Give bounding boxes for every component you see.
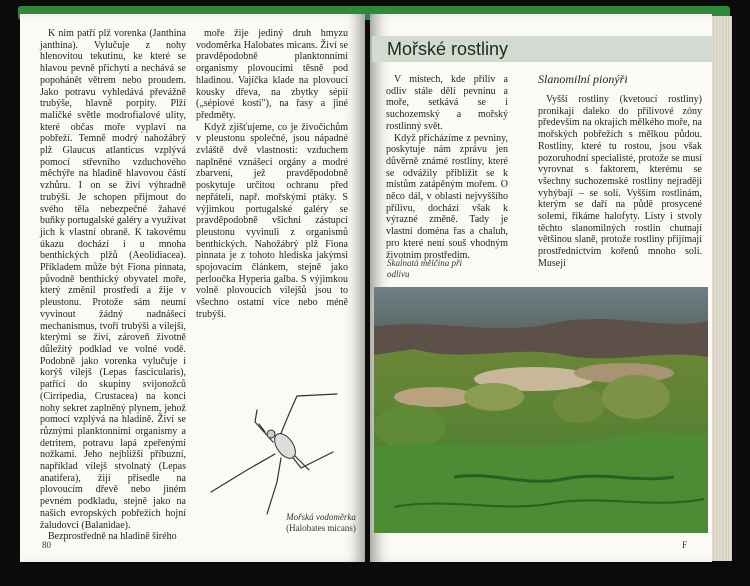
page-edges — [712, 16, 732, 561]
photo-caption: Skalnatá mělčina při odlivu — [387, 258, 462, 279]
tidal-rock-pool-photo — [374, 287, 708, 533]
paragraph: Bezprostředně na hladině širého — [48, 531, 177, 543]
paragraph: moře žije jediný druh hmyzu vodoměrka Halobates micans. Živí se pravděpodobně planktonními organismy plovoucími těsně pod hladinou. Vajíčka klade na plovoucí kousky dřeva, na zbytky sépií („sépiové kosti"), na řasy a jiné předměty. — [196, 28, 348, 121]
paragraph: Když přicházíme z pevniny, poskytuje nám zprávu jen důvěrně známé rostliny, které se odvážily přiblížit se k místům zatápěným mořem. O něco dál, v oblasti nejvyššího přílivu, dochází však k výrazné změně. Tady je vlastní doména řas a chaluh, pro které není souš vhodným životním prostředím. — [386, 132, 508, 261]
water-strider-illustration — [205, 392, 365, 518]
page-number-right: F — [682, 540, 688, 550]
sidebar-column — [538, 94, 702, 270]
section-heading: Mořské rostliny — [387, 39, 509, 59]
paragraph: V místech, kde příliv a odliv stále dělí pevninu a moře, setkává se i suchozemský a mořský rostlinný svět. — [386, 74, 508, 132]
left-column-1 — [40, 28, 186, 543]
figure-caption-latin: (Halobates micans) — [286, 522, 356, 533]
paragraph: K nim patří plž vorenka (Janthina janthina). Vylučuje z nohy hlenovitou tekutinu, ke které se hlavou pevně přichytí a nechává se popohánět větrem nebo proudem. Jako potravu vyhledává převážně trubýše, hlavně porpity. Plží maličké světle modrofialové ulity, které občas moře vyplaví na pobřeží. Temně modrý nahožábrý plž Glaucus atlanticus vzplývá pomocí střevního vzduchového měchýře na hladině hlavovou částí vzhůru. I on se živí výhradně trubýši. Je schopen přijmout do svého těla nebezpečné žahavé buňky portugalské galéry a využívat jich k vlastní obraně. K takovému úkazu dochází i u mnoha benthických plžů (Aeolidiacea). Příkladem může být Fiona pinnata, původně benthický obyvatel moře, který změnil prostředí a žije v pleustonu. Protože sám neumí vyvinout žádný nadnášecí mechanismus, tvoří trubýši a vilejši, kterými se živí, zároveň životně důležitý podklad ve volné vodě. Podobně jako vorenka vylučuje i korýš vilejš (Lepas fascicularis), patřící do skupiny svijonožců (Cirripedia, Crustacea) na konci nohy sekret zaplněný plynem, jehož pomocí vzplývá na hladině. Živí se různými planktonními organismy a detritem, potravu lapá zpeřenými nožkami. Jeho nejbližší příbuzní, například vilejš stvolnatý (Lepas anatifera), žijí přisedle na plovoucím dřevě nebo jiném pevném podkladu, stejně jako na našich evropských pobřežích hojní žaludovci (Balanidae). — [40, 28, 186, 531]
figure-caption — [278, 512, 364, 533]
left-column-2 — [196, 28, 348, 321]
sidebar-title: Slanomilní pionýři — [538, 72, 628, 86]
figure-caption-title: Mořská vodoměrka — [286, 512, 356, 522]
paragraph: Vyšší rostliny (kvetoucí rostliny) pronikají daleko do přílivové zóny především na okrajích mělkého moře, na mořských pobřežích s mělkou půdou. Rostliny, které tu rostou, jsou však pozoruhodní specialisté, protože se musí vyrovnat s faktorem, kterému se všechny suchozemské rostliny nejraději vyhýbají – se solí. Vyšším rostlinám, kterým se daří na půdě prosycené solemi, říkáme halofyty. Listy i stvoly těchto slanomilných rostlin chutnají většinou slaně, protože rostliny přijímají prostřednictvím kořenů mnoho soli. Musejí — [538, 94, 702, 269]
paragraph: Když zjišťujeme, co je živočichům v pleustonu společné, jsou nápadné zvláště dvě vlastnosti: vzduchem naplněné vznášecí orgány a modré zbarvení, jež pravděpodobně poskytuje určitou ochranu před nepřáteli, např. mořskými ptáky. S výjimkou portugalské galéry se pravděpodobně všichni zástupci pleustonu vyvinuli z organismů benthických. Nahožábrý plž Fiona pinnata je z tohoto hlediska jakýmsi spojovacím článkem, stejně jako perloočka Hyperia galba. S výjimkou volně plovoucích vilejšů jsou to všechno ostatní více nebo méně trubýši. — [196, 121, 348, 320]
page-number-left: 80 — [42, 540, 51, 550]
right-intro-column — [386, 74, 508, 261]
